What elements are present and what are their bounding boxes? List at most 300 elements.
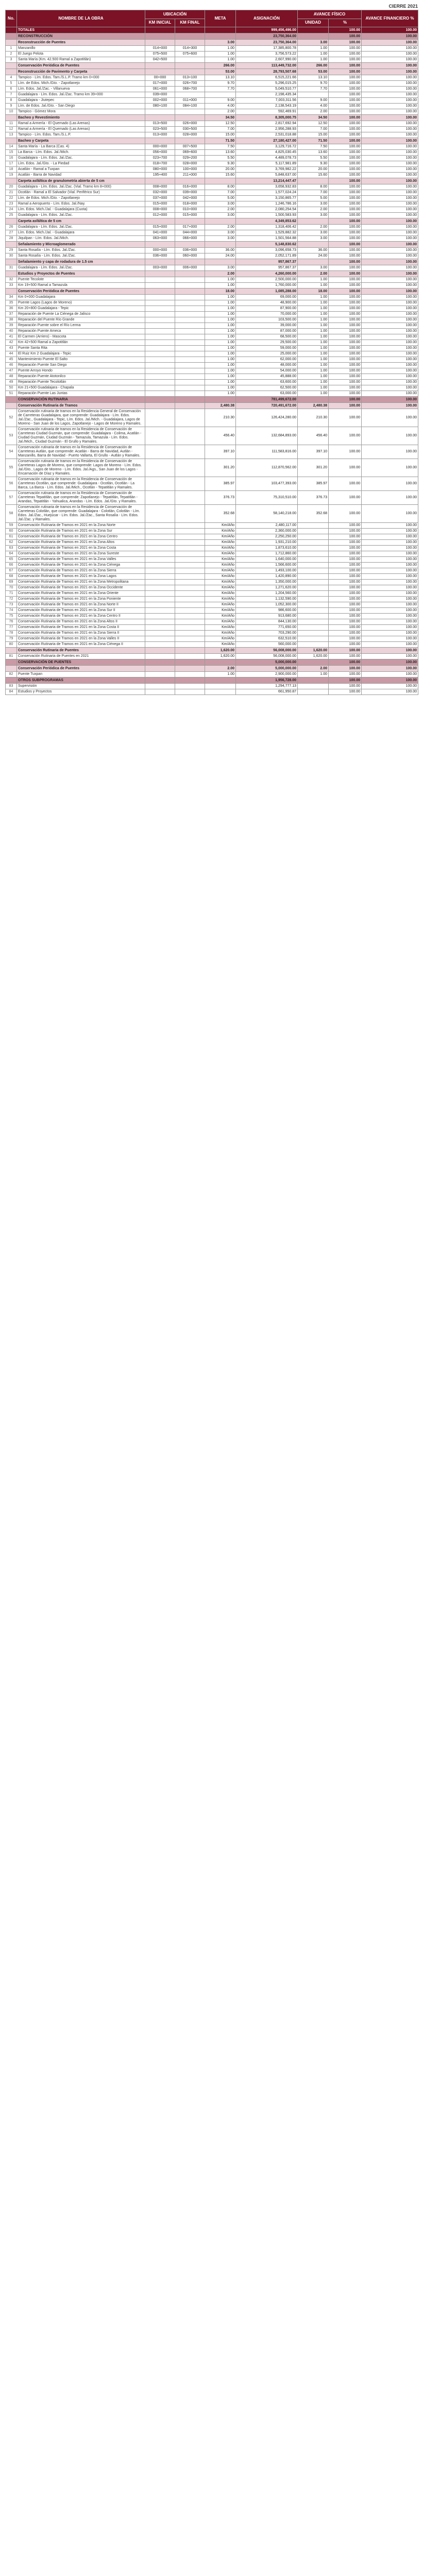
km-final (175, 534, 205, 540)
avance-unidad: 1.00 (298, 374, 329, 380)
avance-unidad: 1,620.00 (298, 654, 329, 659)
avance-financiero: 100.00 (362, 636, 418, 642)
km-inicial (145, 597, 175, 602)
avance-unidad: 1.00 (298, 351, 329, 357)
km-final (175, 580, 205, 585)
row-number: 84 (6, 689, 17, 695)
meta-value: Km/Año (205, 614, 236, 619)
table-row (6, 427, 418, 445)
km-final: 100+000 (175, 167, 205, 173)
avance-pct: 100.00 (329, 684, 362, 689)
km-final (175, 242, 205, 248)
subprogram-row (6, 289, 418, 295)
km-final: 026+000 (175, 121, 205, 127)
km-final: 013+100 (175, 75, 205, 81)
subprogram-row (6, 63, 418, 69)
km-final (175, 295, 205, 300)
meta-value: 15.00 (205, 132, 236, 138)
asignacion-value: 2,480,117.00 (236, 523, 298, 529)
asignacion-value: 1,132,590.00 (236, 597, 298, 602)
asignacion-value: 632,510.00 (236, 636, 298, 642)
km-final (175, 672, 205, 677)
work-name: Puente Arroyo Hondo (17, 368, 145, 374)
asignacion-value: 58,140,218.00 (236, 505, 298, 523)
work-name: Conservación rutinaria de tramos en la Residencia de Conservación de Carreteras Ocotlán, que comprende: Guadalajara - Ocotlán, Ocotlán - La Barca, La Barca - Lím. Edos. Jal./Mich., Ocotlán - Tepatitlán y Ramales. (17, 477, 145, 491)
work-name: Acatlán - Barra de Navidad (17, 173, 145, 178)
meta-value: 1.00 (205, 374, 236, 380)
km-inicial: 015+000 (145, 201, 175, 207)
km-inicial (145, 329, 175, 334)
km-inicial (145, 271, 175, 277)
avance-unidad: 9.30 (298, 161, 329, 167)
avance-financiero: 100.00 (362, 69, 418, 75)
avance-financiero: 100.00 (362, 505, 418, 523)
table-row (6, 551, 418, 557)
avance-unidad: 3.00 (298, 230, 329, 236)
work-name: Conservación rutinaria de tramos en la Residencia de Conservación de Carreteras Colotlán, que comprende: Guadalajara - Colotlán, Colotlán - Lím. Edos. Jal./Zac., Huejúcar - Lím. Edos. Jal./Zac., Santa Rosalía - Lím. Edos. Jal./Zac. y Ramales. (17, 505, 145, 523)
km-final (175, 557, 205, 563)
km-inicial (145, 277, 175, 283)
work-name: Conservación Rutinaria de Tramos en 2021 en la Zona Costa (17, 546, 145, 551)
meta-value: 2.00 (205, 207, 236, 213)
avance-unidad: 53.00 (298, 69, 329, 75)
km-final (175, 27, 205, 33)
table-row (6, 121, 418, 127)
km-inicial (145, 684, 175, 689)
avance-pct: 100.00 (329, 92, 362, 98)
avance-unidad: 1.00 (298, 334, 329, 340)
avance-unidad: 71.50 (298, 138, 329, 144)
work-name: Conservación rutinaria de tramos en la Residencia General de Conservación de Carreteras Guadalajara, que comprende: Guadalajara - Lím. Edos. Jal./Zac., Guadalajara - Tepic, Lím. Edos. Jal./Mich. - Guadalajara, Lagos de Moreno - San Juan de los Lagos, Zapotlanejo - Lagos de Moreno y Ramales. (17, 409, 145, 427)
avance-unidad: 24.00 (298, 253, 329, 259)
work-name: Reconstrucción de Pavimento y Carpeta (17, 69, 145, 75)
asignacion-value: 771,650.00 (236, 625, 298, 631)
avance-unidad (298, 557, 329, 563)
avance-pct: 100.00 (329, 357, 362, 363)
avance-unidad (298, 92, 329, 98)
work-name: Guadalajara - Lím. Edos. Jal./Zac. (Vial. Tramo km 8+000) (17, 184, 145, 190)
work-name: TOTALES (17, 27, 145, 33)
km-final (175, 329, 205, 334)
avance-unidad: 2.00 (298, 271, 329, 277)
work-name: Conservación Rutinaria de Tramos (17, 403, 145, 409)
km-final (175, 391, 205, 397)
avance-pct: 100.00 (329, 230, 362, 236)
work-name: Conservación Rutinaria de Tramos en 2021 en la Zona Ciénega (17, 563, 145, 568)
meta-value: 1.00 (205, 334, 236, 340)
avance-pct: 100.00 (329, 213, 362, 218)
avance-financiero: 100.00 (362, 138, 418, 144)
avance-pct: 100.00 (329, 127, 362, 132)
avance-pct: 100.00 (329, 540, 362, 546)
km-final: 011+000 (175, 98, 205, 104)
avance-pct: 100.00 (329, 568, 362, 574)
row-number: 38 (6, 317, 17, 323)
work-name: El Juego Pelota (17, 52, 145, 57)
asignacion-value: 3,129,716.72 (236, 144, 298, 150)
meta-value: 1.00 (205, 46, 236, 52)
row-number: 18 (6, 167, 17, 173)
meta-value: 20.00 (205, 167, 236, 173)
table-row (6, 409, 418, 427)
meta-value: 1.00 (205, 368, 236, 374)
avance-financiero: 100.00 (362, 150, 418, 156)
meta-value: 3.00 (205, 201, 236, 207)
km-inicial (145, 568, 175, 574)
asignacion-value: 592,469.91 (236, 109, 298, 115)
row-number: 54 (6, 445, 17, 459)
work-name: Conservación Rutinaria de Tramos en 2021 en la Zona Lagos (17, 574, 145, 580)
subprogram-row (6, 666, 418, 672)
avance-financiero: 100.00 (362, 92, 418, 98)
km-inicial (145, 283, 175, 289)
km-final (175, 523, 205, 529)
row-number (6, 115, 17, 121)
work-name: Puente Tuxpan (17, 672, 145, 677)
meta-value: 24.00 (205, 253, 236, 259)
table-row (6, 92, 418, 98)
avance-pct: 100.00 (329, 334, 362, 340)
km-inicial (145, 385, 175, 391)
asignacion-value: 2,198,435.34 (236, 92, 298, 98)
meta-value: Km/Año (205, 631, 236, 636)
avance-financiero: 100.00 (362, 161, 418, 167)
works-table (5, 10, 418, 695)
meta-value: 1,620.00 (205, 654, 236, 659)
asignacion-value: 4,489,078.73 (236, 156, 298, 161)
avance-unidad: 456.40 (298, 427, 329, 445)
meta-value (205, 27, 236, 33)
km-final (175, 351, 205, 357)
avance-unidad (298, 659, 329, 666)
km-final (175, 300, 205, 306)
avance-financiero: 100.00 (362, 242, 418, 248)
row-number: 8 (6, 98, 17, 104)
meta-value: 7.50 (205, 144, 236, 150)
row-number: 80 (6, 642, 17, 648)
work-name: Reconstrucción de Puentes (17, 40, 145, 46)
asignacion-value: 5,296,015.25 (236, 81, 298, 87)
km-inicial (145, 659, 175, 666)
avance-financiero: 100.00 (362, 666, 418, 672)
meta-value (205, 684, 236, 689)
meta-value: 3.00 (205, 213, 236, 218)
row-number: 40 (6, 329, 17, 334)
avance-unidad: 3.00 (298, 265, 329, 271)
km-inicial (145, 677, 175, 684)
avance-pct: 100.00 (329, 654, 362, 659)
meta-value (205, 178, 236, 184)
asignacion-value: 1,529,882.32 (236, 230, 298, 236)
avance-unidad: 1.00 (298, 283, 329, 289)
asignacion-value: 62,500.00 (236, 385, 298, 391)
col-header-avance-fisico: AVANCE FÍSICO (298, 10, 362, 19)
km-inicial: 008+000 (145, 184, 175, 190)
row-number (6, 40, 17, 46)
km-final (175, 625, 205, 631)
program-row (6, 397, 418, 403)
km-inicial: 061+000 (145, 87, 175, 92)
table-row (6, 144, 418, 150)
meta-value: 5.50 (205, 156, 236, 161)
work-name: Ramal a Armería - El Quemado (Las Arenas) (17, 121, 145, 127)
col-header-ubicacion: UBICACIÓN (145, 10, 205, 19)
km-inicial (145, 689, 175, 695)
km-final: 006+000 (175, 265, 205, 271)
km-final (175, 568, 205, 574)
row-number: 21 (6, 190, 17, 196)
avance-unidad (298, 631, 329, 636)
row-number (6, 659, 17, 666)
meta-value: 3.00 (205, 236, 236, 242)
km-inicial (145, 340, 175, 346)
km-final (175, 178, 205, 184)
meta-value (205, 397, 236, 403)
avance-pct: 100.00 (329, 109, 362, 115)
asignacion-value: 75,310,510.00 (236, 491, 298, 505)
asignacion-value: 103,500.00 (236, 317, 298, 323)
asignacion-value: 63,600.00 (236, 380, 298, 385)
avance-unidad: 2.00 (298, 207, 329, 213)
row-number (6, 33, 17, 40)
avance-pct: 100.00 (329, 265, 362, 271)
work-name: Estudios y Proyectos de Puentes (17, 271, 145, 277)
km-final (175, 585, 205, 591)
meta-value: Km/Año (205, 523, 236, 529)
table-header (6, 10, 418, 27)
table-row (6, 546, 418, 551)
asignacion-value: 1,956,728.00 (236, 677, 298, 684)
km-final (175, 69, 205, 75)
meta-value: 3.00 (205, 230, 236, 236)
asignacion-value: 62,000.00 (236, 357, 298, 363)
asignacion-value: 56,008,000.00 (236, 654, 298, 659)
asignacion-value: 2,360,000.00 (236, 529, 298, 534)
work-name: El Ruiz Km 2 Guadalajara - Tepic (17, 351, 145, 357)
avance-pct: 100.00 (329, 201, 362, 207)
avance-pct: 100.00 (329, 207, 362, 213)
km-final (175, 491, 205, 505)
row-number: 56 (6, 477, 17, 491)
avance-pct: 100.00 (329, 580, 362, 585)
km-inicial (145, 477, 175, 491)
row-number: 63 (6, 546, 17, 551)
work-name: Conservación Rutinaria de Tramos en 2021 en la Zona Sureste (17, 551, 145, 557)
row-number: 71 (6, 591, 17, 597)
km-inicial (145, 357, 175, 363)
meta-value: 71.50 (205, 138, 236, 144)
avance-pct: 100.00 (329, 445, 362, 459)
km-inicial: 032+000 (145, 190, 175, 196)
meta-value: Km/Año (205, 580, 236, 585)
km-final (175, 563, 205, 568)
km-inicial: 080+100 (145, 104, 175, 109)
asignacion-value: 3,769,982.22 (236, 167, 298, 173)
col-header-meta: META (205, 10, 236, 27)
row-number: 20 (6, 184, 17, 190)
km-final (175, 306, 205, 312)
avance-pct: 100.00 (329, 81, 362, 87)
avance-pct: 100.00 (329, 659, 362, 666)
km-final: 030+500 (175, 127, 205, 132)
avance-unidad: 34.50 (298, 115, 329, 121)
work-name: Guadalajara - Lím. Edos. Jal./Zac. (17, 265, 145, 271)
work-name: Ocotlán - Ramal a El Salvador (Vial. Periférico Sur) (17, 190, 145, 196)
subprogram-row (6, 242, 418, 248)
table-row (6, 563, 418, 568)
km-final (175, 477, 205, 491)
avance-pct: 100.00 (329, 340, 362, 346)
meta-value: 1.00 (205, 346, 236, 351)
row-number: 48 (6, 374, 17, 380)
avance-unidad: 15.00 (298, 132, 329, 138)
meta-value: 301.20 (205, 459, 236, 477)
meta-value (205, 92, 236, 98)
km-final (175, 546, 205, 551)
avance-pct: 100.00 (329, 312, 362, 317)
work-name: Km 21+500 Guadalajara - Chapala (17, 385, 145, 391)
avance-financiero: 100.00 (362, 121, 418, 127)
work-name: OTROS SUBPROGRAMAS (17, 677, 145, 684)
table-row (6, 391, 418, 397)
meta-value: 1.00 (205, 283, 236, 289)
avance-financiero: 100.00 (362, 380, 418, 385)
km-inicial: 056+000 (145, 150, 175, 156)
meta-value: 3.00 (205, 265, 236, 271)
km-inicial (145, 334, 175, 340)
avance-pct: 100.00 (329, 75, 362, 81)
asignacion-value: 4,825,030.45 (236, 150, 298, 156)
row-number: 1 (6, 46, 17, 52)
row-number: 51 (6, 391, 17, 397)
meta-value: 1.00 (205, 317, 236, 323)
km-final (175, 636, 205, 642)
table-row (6, 374, 418, 380)
avance-unidad (298, 636, 329, 642)
asignacion-value: 1,350,000.00 (236, 580, 298, 585)
row-number: 22 (6, 196, 17, 201)
avance-pct: 100.00 (329, 115, 362, 121)
avance-unidad: 397.10 (298, 445, 329, 459)
row-number: 75 (6, 614, 17, 619)
totals-row (6, 27, 418, 33)
avance-pct: 100.00 (329, 666, 362, 672)
avance-pct: 100.00 (329, 253, 362, 259)
avance-financiero: 100.00 (362, 63, 418, 69)
km-inicial: 000+000 (145, 248, 175, 253)
km-final (175, 380, 205, 385)
avance-unidad: 7.00 (298, 190, 329, 196)
asignacion-value: 7,003,311.56 (236, 98, 298, 104)
avance-financiero: 100.00 (362, 385, 418, 391)
km-inicial (145, 40, 175, 46)
meta-value: 18.00 (205, 289, 236, 295)
km-final (175, 374, 205, 380)
avance-pct: 100.00 (329, 156, 362, 161)
avance-financiero: 100.00 (362, 529, 418, 534)
km-inicial (145, 585, 175, 591)
avance-unidad: 1.00 (298, 346, 329, 351)
work-name: Reparación Puente sobre el Río Lerma (17, 323, 145, 329)
row-number: 34 (6, 295, 17, 300)
col-header-no: No. (6, 10, 17, 27)
table-row (6, 534, 418, 540)
work-name: Jiquilpan - Lím. Edos. Jal./Mich. (17, 236, 145, 242)
table-row (6, 98, 418, 104)
avance-financiero: 100.00 (362, 283, 418, 289)
work-name: Señalamiento y Microaglomerado (17, 242, 145, 248)
meta-value: 1.00 (205, 312, 236, 317)
km-final (175, 397, 205, 403)
asignacion-value: 2,956,288.93 (236, 127, 298, 132)
km-inicial (145, 403, 175, 409)
avance-financiero: 100.00 (362, 329, 418, 334)
meta-value: 13.60 (205, 150, 236, 156)
work-name: Conservación Periódica de Puentes (17, 289, 145, 295)
km-final: 028+000 (175, 132, 205, 138)
meta-value: Km/Año (205, 546, 236, 551)
asignacion-value: 1,760,000.00 (236, 283, 298, 289)
avance-pct: 100.00 (329, 52, 362, 57)
km-final (175, 138, 205, 144)
avance-financiero: 100.00 (362, 403, 418, 409)
row-number (6, 259, 17, 265)
work-name: Km 0+000 Guadalajara (17, 295, 145, 300)
avance-financiero: 100.00 (362, 46, 418, 52)
work-name: Conservación Rutinaria de Tramos en 2021 en la Zona Valles II (17, 636, 145, 642)
asignacion-value: 957,867.37 (236, 259, 298, 265)
km-final (175, 642, 205, 648)
asignacion-value: 68,500.00 (236, 334, 298, 340)
km-final: 016+000 (175, 184, 205, 190)
avance-pct: 100.00 (329, 385, 362, 391)
avance-financiero: 100.00 (362, 540, 418, 546)
km-inicial (145, 534, 175, 540)
avance-financiero: 100.00 (362, 156, 418, 161)
meta-value (205, 689, 236, 695)
avance-pct: 100.00 (329, 87, 362, 92)
meta-value: 15.60 (205, 173, 236, 178)
avance-pct: 100.00 (329, 391, 362, 397)
table-row (6, 684, 418, 689)
subprogram-row (6, 403, 418, 409)
avance-pct: 100.00 (329, 477, 362, 491)
table-row (6, 380, 418, 385)
work-name: Reparación Puente San Diego (17, 363, 145, 368)
km-final: 015+000 (175, 213, 205, 218)
meta-value: 1.00 (205, 363, 236, 368)
meta-value: 53.00 (205, 69, 236, 75)
km-inicial (145, 397, 175, 403)
km-final (175, 92, 205, 98)
avance-financiero: 100.00 (362, 672, 418, 677)
asignacion-value: 913,680.00 (236, 614, 298, 619)
avance-unidad (298, 608, 329, 614)
avance-pct: 100.00 (329, 529, 362, 534)
row-number: 73 (6, 602, 17, 608)
work-name: Reparación Puente Atotonilco (17, 374, 145, 380)
km-inicial (145, 445, 175, 459)
avance-financiero: 100.00 (362, 574, 418, 580)
row-number: 62 (6, 540, 17, 546)
km-final (175, 529, 205, 534)
asignacion-value: 2,817,692.94 (236, 121, 298, 127)
km-final (175, 614, 205, 619)
avance-financiero: 100.00 (362, 491, 418, 505)
avance-unidad: 13.60 (298, 150, 329, 156)
km-inicial (145, 178, 175, 184)
table-row (6, 317, 418, 323)
